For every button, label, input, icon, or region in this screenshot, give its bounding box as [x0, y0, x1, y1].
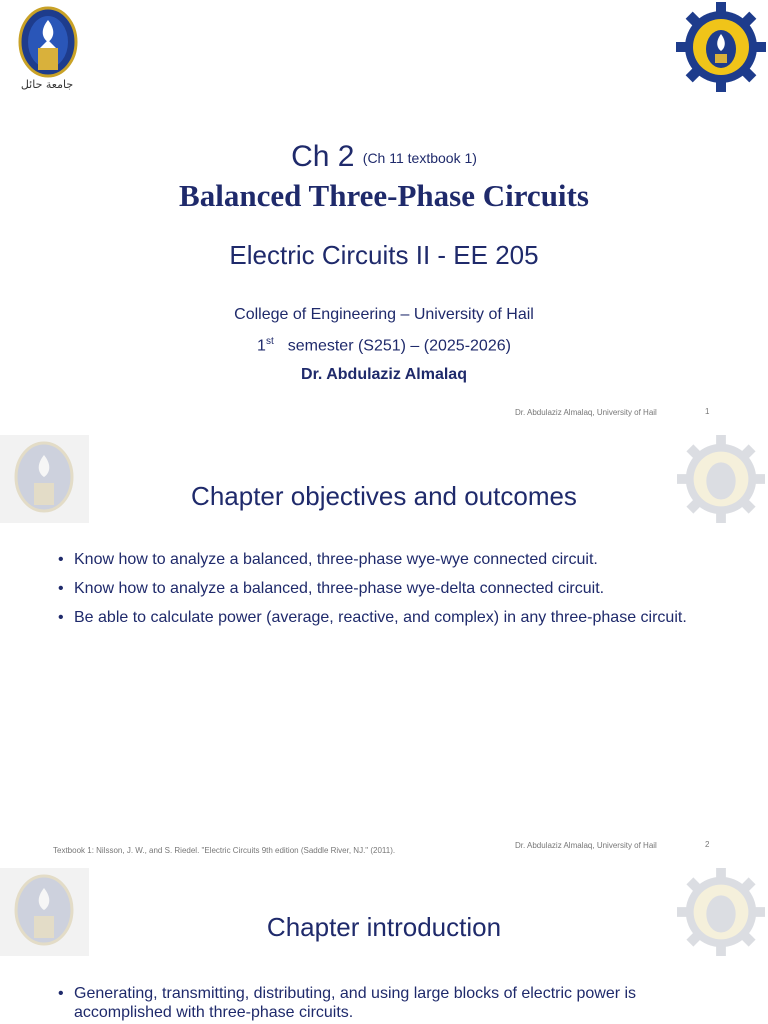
slide-3 — [0, 866, 768, 1024]
slide-title: Chapter objectives and outcomes — [191, 481, 577, 511]
slide-2 — [0, 433, 768, 866]
slide-title: Balanced Three-Phase Circuits — [179, 178, 589, 213]
college-of-engineering-gear-logo — [676, 2, 766, 92]
footer-author: Dr. Abdulaziz Almalaq, University of Hail — [515, 841, 657, 850]
course-subtitle: Electric Circuits II - EE 205 — [229, 240, 539, 270]
slide-title: Chapter introduction — [266, 912, 502, 942]
footer-author: Dr. Abdulaziz Almalaq, University of Hail — [515, 408, 657, 417]
list-item: • Generating, transmitting, distributing, and using large blocks of electric power is accomplished with three-phase circuits. — [58, 984, 718, 1022]
list-item: • Be able to calculate power (average, reactive, and complex) in any three-phase circuit. — [58, 608, 758, 627]
page-number: 2 — [705, 840, 710, 849]
college-line: College of Engineering – University of Hail — [234, 306, 534, 323]
textbook-reference: Textbook 1: Nilsson, J. W., and S. Riedel. "Electric Circuits 9th edition (Saddle River, NJ." (2011). — [53, 846, 396, 855]
introduction-list — [58, 984, 718, 1024]
list-item: • Know how to analyze a balanced, three-phase wye-delta connected circuit. — [58, 579, 758, 598]
chapter-textbook-note: (Ch 11 textbook 1) — [362, 150, 477, 167]
page-number: 1 — [705, 407, 710, 416]
chapter-number: Ch 2 — [291, 140, 355, 173]
semester-line — [0, 336, 768, 355]
semester-number: 1 — [257, 337, 266, 355]
objectives-list — [58, 550, 758, 637]
chapter-heading — [0, 140, 768, 174]
university-logo-text: جامعة حائل — [20, 78, 74, 91]
slide-1 — [0, 0, 768, 433]
semester-superscript: st — [265, 336, 274, 347]
semester-text: semester (S251) – (2025-2026) — [287, 337, 511, 355]
list-item: • Know how to analyze a balanced, three-phase wye-wye connected circuit. — [58, 550, 758, 569]
university-of-hail-logo — [4, 4, 90, 92]
author-name: Dr. Abdulaziz Almalaq — [301, 366, 467, 383]
